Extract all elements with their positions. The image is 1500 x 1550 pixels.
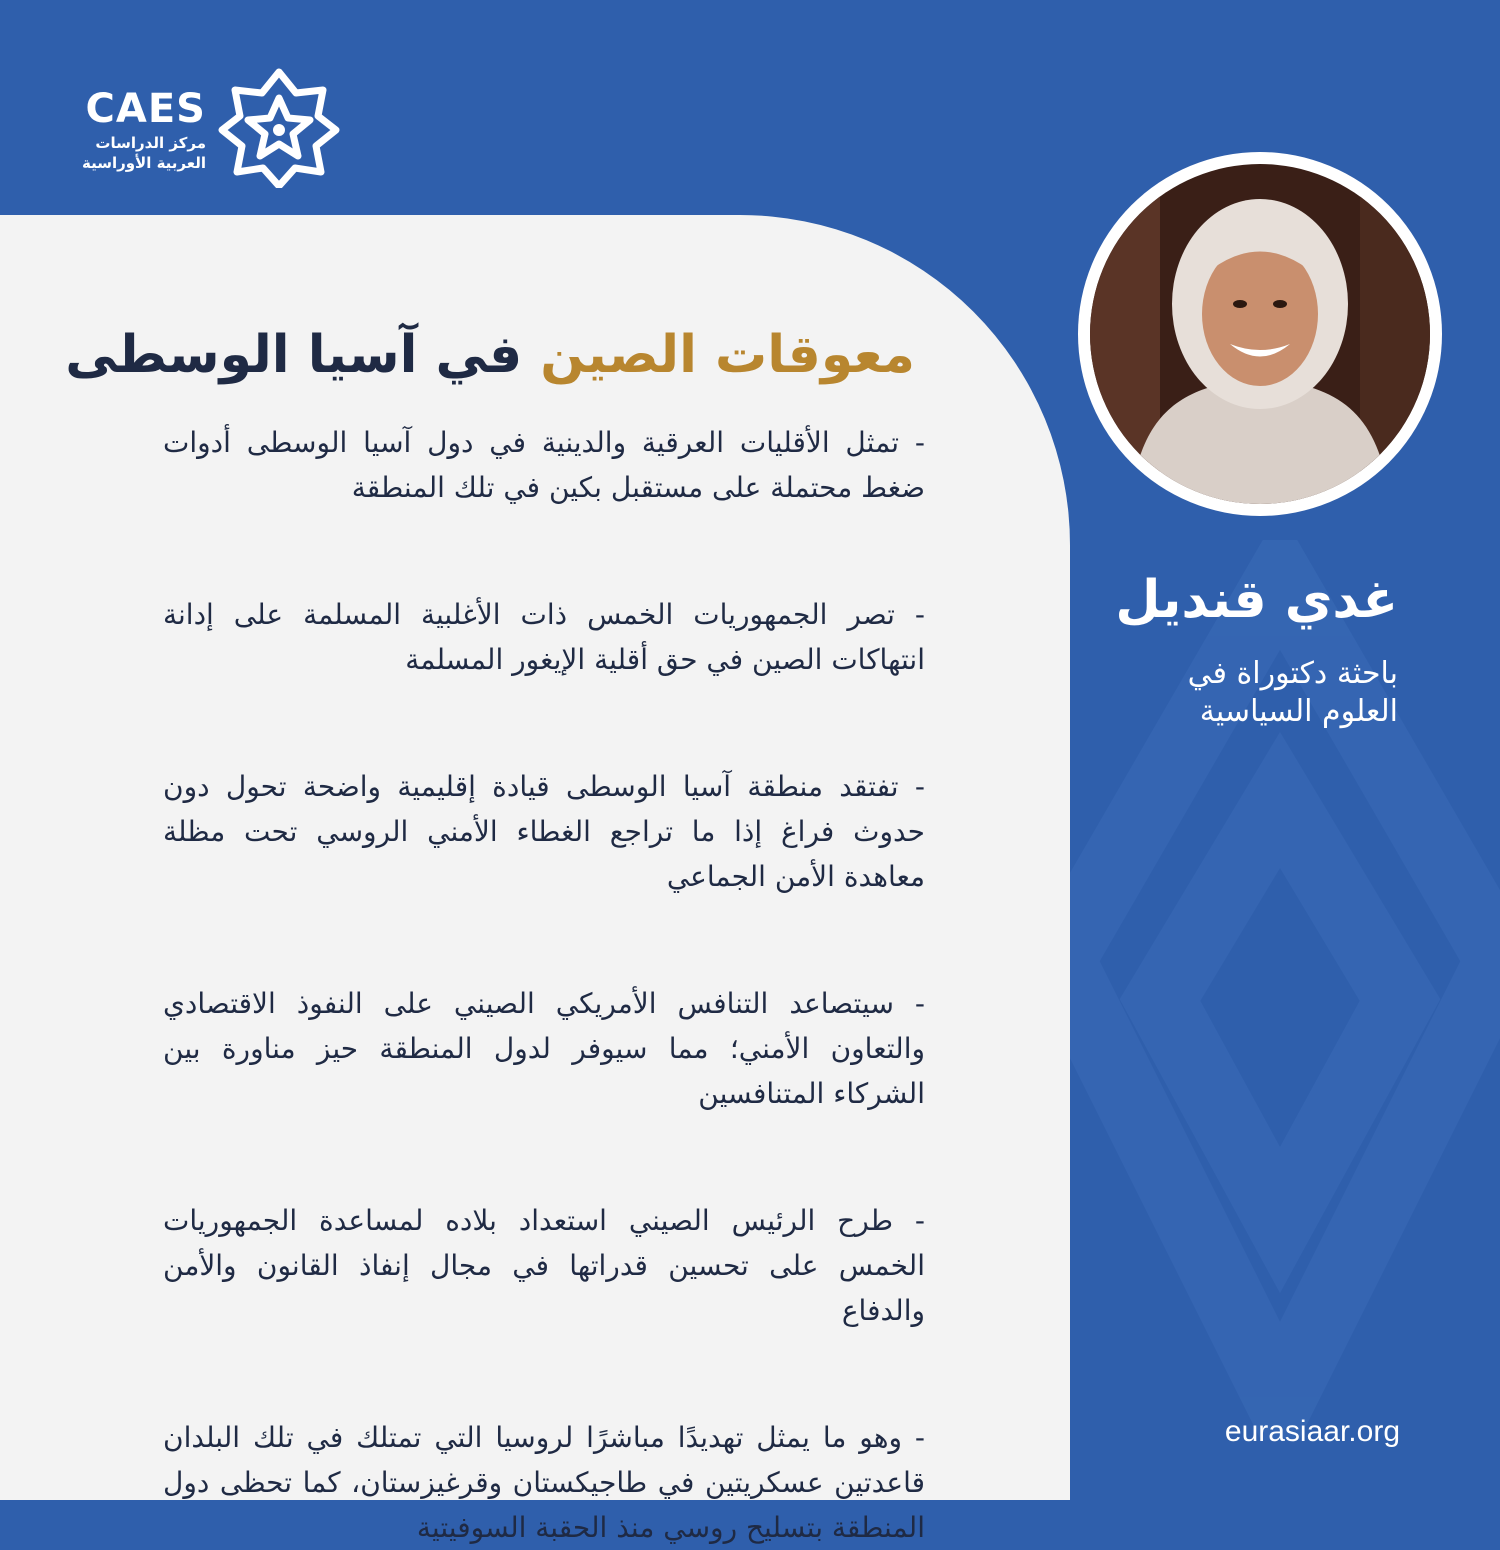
- paragraph-6: - وهو ما يمثل تهديدًا مباشرًا لروسيا التي تمتلك في تلك البلدان قاعدتين عسكريتين في طاجيكستان وقرغيزستان، كما تحظى دول المنطقة بتسليح روسي منذ الحقبة السوفيتية: [163, 1421, 925, 1544]
- paragraph-3: - تفتقد منطقة آسيا الوسطى قيادة إقليمية واضحة تحول دون حدوث فراغ إذا ما تراجع الغطاء الأمني الروسي تحت مظلة معاهدة الأمن الجماعي: [163, 770, 925, 893]
- title-highlight: معوقات الصين: [540, 325, 915, 385]
- author-role-line-1: باحثة دكتوراة في: [1187, 656, 1398, 691]
- star-emblem-icon: [218, 68, 340, 188]
- author-role: [1188, 655, 1398, 731]
- logo-wordmark: CAES: [85, 86, 206, 132]
- author-role-line-2: العلوم السياسية: [1199, 694, 1398, 729]
- caes-logo: [80, 68, 342, 188]
- paragraph-1: - تمثل الأقليات العرقية والدينية في دول آسيا الوسطى أدوات ضغط محتملة على مستقبل بكين في تلك المنطقة: [163, 426, 925, 504]
- logo-arabic-line-2: العربية الأوراسية: [81, 154, 206, 172]
- title-rest: في آسيا الوسطى: [65, 325, 523, 385]
- article-body: [163, 420, 925, 1550]
- website-link[interactable]: eurasiaar.org: [1224, 1415, 1400, 1448]
- author-photo: [1090, 164, 1430, 504]
- paragraph-4: - سيتصاعد التنافس الأمريكي الصيني على النفوذ الاقتصادي والتعاون الأمني؛ مما سيوفر لدول المنطقة حيز مناورة بين الشركاء المتنافسين: [163, 987, 925, 1110]
- paragraph-2: - تصر الجمهوريات الخمس ذات الأغلبية المسلمة على إدانة انتهاكات الصين في حق أقلية الإيغور المسلمة: [163, 598, 925, 676]
- paragraph-5: - طرح الرئيس الصيني استعداد بلاده لمساعدة الجمهوريات الخمس على تحسين قدراتها في مجال إنفاذ القانون والأمن والدفاع: [163, 1204, 925, 1327]
- page-title: [65, 325, 915, 385]
- logo-arabic-line-1: مركز الدراسات: [95, 134, 206, 152]
- author-name: غدي قنديل: [1115, 570, 1398, 630]
